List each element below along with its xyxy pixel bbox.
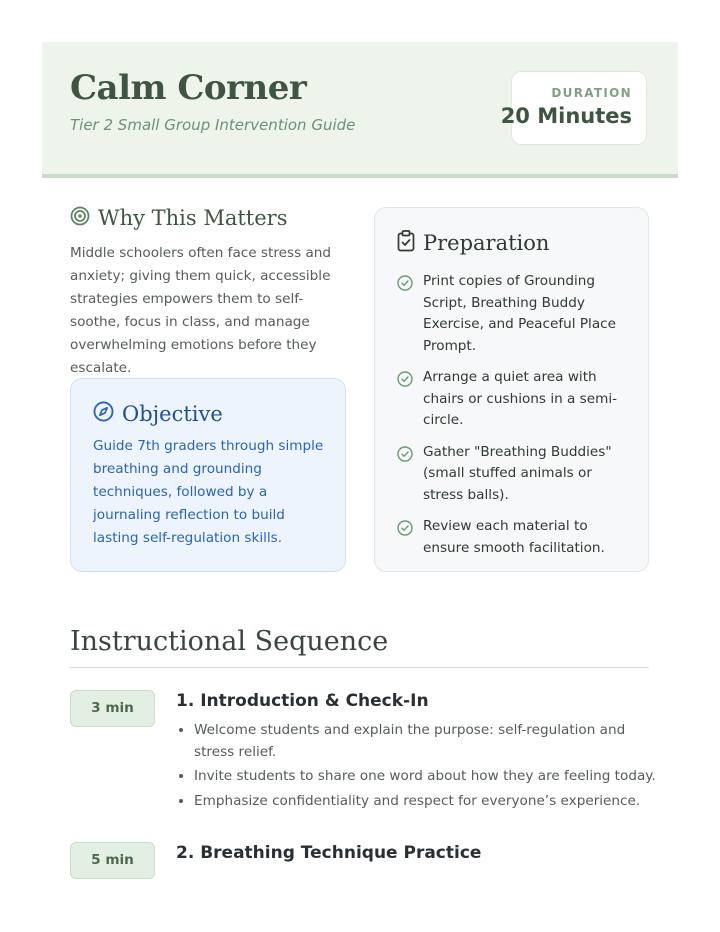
check-circle-icon — [397, 520, 413, 544]
step-duration-badge: 3 min — [70, 690, 155, 727]
duration-card — [500, 71, 647, 145]
preparation-item — [397, 367, 633, 432]
page-subtitle: Tier 2 Small Group Intervention Guide — [70, 116, 356, 134]
preparation-item — [397, 271, 633, 357]
objective-heading: Objective — [122, 401, 223, 426]
header-banner — [42, 42, 678, 178]
preparation-item-text: Arrange a quiet area with chairs or cushions in a semi-circle. — [423, 369, 618, 428]
clipboard-check-icon — [397, 230, 415, 256]
compass-icon — [93, 401, 114, 426]
step-bullet: • Welcome students and explain the purpose: self-regulation and stress relief. — [194, 720, 664, 763]
target-icon — [70, 206, 90, 230]
step-bullet: • Emphasize confidentiality and respect for everyone’s experience. — [194, 791, 664, 813]
step-bullet: • Invite students to share one word about how they are feeling today. — [194, 766, 664, 788]
preparation-list — [397, 271, 633, 569]
objective-card — [70, 378, 346, 572]
step-title: 2. Breathing Technique Practice — [176, 843, 482, 863]
preparation-item-text: Review each material to ensure smooth facilitation. — [423, 518, 605, 556]
preparation-item-text: Print copies of Grounding Script, Breathing Buddy Exercise, and Peaceful Place Prompt. — [423, 273, 616, 354]
preparation-item — [397, 442, 633, 507]
why-heading: Why This Matters — [98, 206, 288, 230]
sequence-heading: Instructional Sequence — [70, 626, 389, 657]
check-circle-icon — [397, 275, 413, 299]
preparation-heading-row — [397, 230, 549, 256]
check-circle-icon — [397, 371, 413, 395]
page-title: Calm Corner — [70, 68, 307, 108]
preparation-item — [397, 516, 633, 559]
preparation-card — [374, 207, 649, 572]
why-text: Middle schoolers often face stress and anxiety; giving them quick, accessible strategies empowers them to self-soothe, focus in class, and manage overwhelming emotions before they escalate. — [70, 245, 332, 376]
preparation-item-text: Gather "Breathing Buddies" (small stuffed animals or stress balls). — [423, 443, 612, 503]
objective-heading-row — [93, 401, 223, 426]
objective-text: Guide 7th graders through simple breathing and grounding techniques, followed by a journaling reflection to build lasting self-regulation skills. — [93, 438, 324, 546]
why-heading-row — [70, 206, 288, 230]
step-duration-badge: 5 min — [70, 842, 155, 879]
preparation-heading: Preparation — [423, 231, 550, 255]
step-title: 1. Introduction & Check-In — [176, 691, 429, 711]
check-circle-icon — [397, 446, 413, 470]
step-bullet-list — [176, 720, 664, 815]
duration-value: 20 Minutes — [500, 104, 632, 128]
duration-label: DURATION — [551, 86, 632, 100]
section-divider — [70, 667, 649, 668]
